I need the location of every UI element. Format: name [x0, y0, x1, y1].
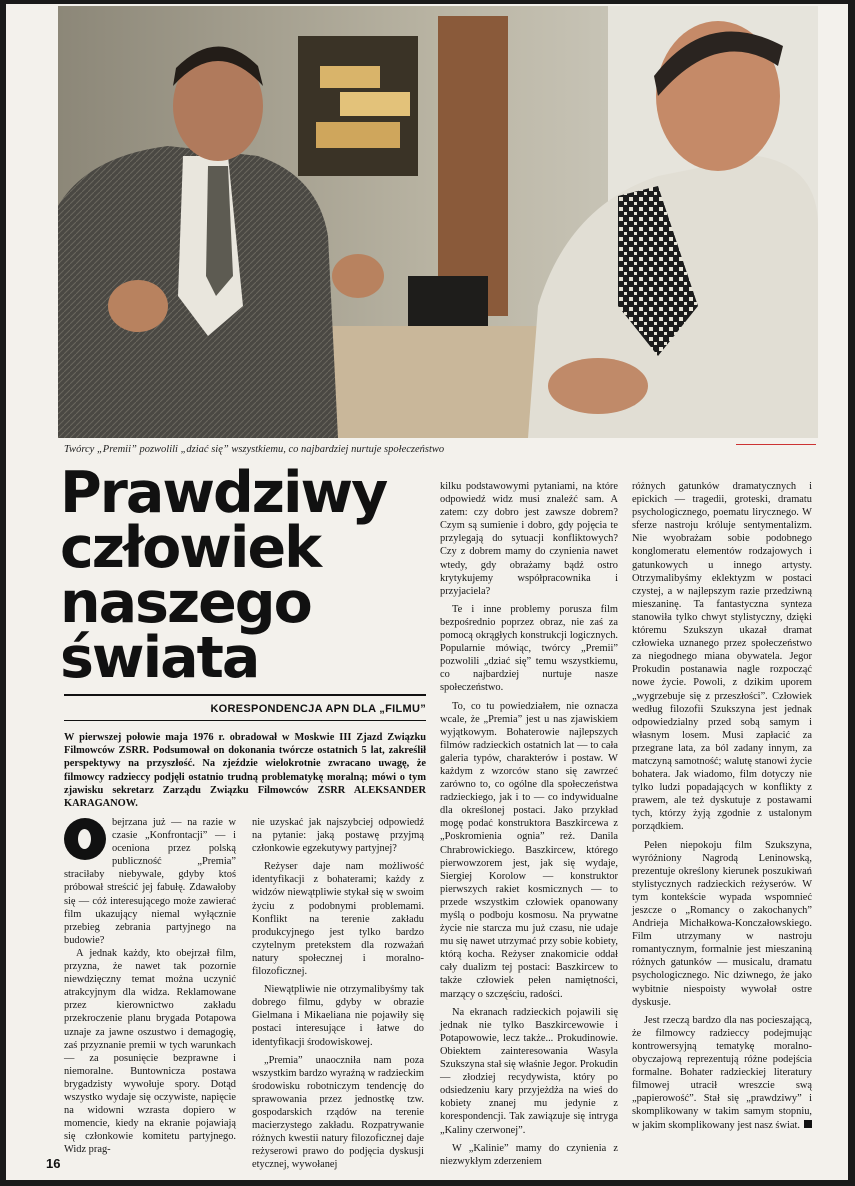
paragraph: Te i inne problemy porusza film bezpośrednio poprzez obraz, nie zaś za pomocą okrągłych konstrukcji logicznych. Popularnie mówiąc, twórcy „Premii” pozwolili „dziać się” temu wszystkiemu, co najbardziej nurtuje nasze społeczeństwo. — [440, 603, 618, 694]
magazine-page — [6, 4, 848, 1180]
paragraph: bejrzana już — na razie w czasie „Konfrontacji” — i oceniona przez polską publiczność „Premia” straciłaby niebywale, gdyby ktoś próbował streścić jej fabułę. Zdawałoby się — cóż interesującego może zawierać film ukazujący niemal wyłącznie przebieg zebrania partyjnego na budowie? — [64, 817, 236, 946]
dropcap-paragraph — [64, 816, 236, 947]
dropcap-letter — [64, 818, 106, 860]
paragraph: Niewątpliwie nie otrzymalibyśmy tak dobrego filmu, gdyby w obrazie Gielmana i Mikaeliana nie pojawiły się postaci interesujące i łatwe do identyfikacji środowiskowej. — [252, 984, 424, 1048]
text-column-2 — [252, 816, 424, 1171]
end-of-article-mark — [804, 1120, 812, 1128]
film-still-photo — [58, 6, 818, 438]
paragraph: A jednak każdy, kto obejrzał film, przyzna, że nawet tak pozornie niewdzięczny temat można uczynić atrakcyjnym dla widza. Reklamowane przez kierownictwo zakładu przekroczenie planu brygada Potapowa uznaje za jawne oszustwo i demagogię, zaś przyznanie premii w tych warunkach — za posunięcie bezprawne i niemoralne. Buntownicza postawa brygadzisty wywołuje spory. Dotąd wszystko wydaje się oczywiste, napięcie na widowni wzrasta dopiero w momencie, kiedy na ekranie pojawiają się członkowie komitetu partyjnego. Widz prag- — [64, 947, 236, 1156]
paragraph: Pełen niepokoju film Szukszyna, wyróżniony Nagrodą Leninowską, prezentuje określony kierunek poszukiwań stylistycznych radzieckich reżyserów. W tym kontekście wypada wspomnieć jeszcze o „Romancy o zakochanych” Andrieja Michałkowa-Konczałowskiego. Film utrzymany w nastroju romantycznym, formalnie jest mieszaniną różnych gatunków — musicalu, dramatu psychologicznego. Nic dziwnego, że jako wybitnie niespoisty wywołał ostre dyskusje. — [632, 839, 812, 1008]
closing-paragraph-text: Jest rzeczą bardzo dla nas pocieszającą, że filmowcy radzieccy podejmując kontrowersyjną tematykę moralno-obyczajową reprezentują różne podejścia formalne. Bohater radzieckiej literatury filmowej utracił wreszcie swą „papierowość”. Stał się „prawdziwy” i skomplikowany w takim samym stopniu, w jakim skomplikowany jest nasz świat. — [632, 1014, 812, 1131]
article-headline — [60, 460, 430, 691]
headline-line-2: człowiek — [60, 515, 321, 581]
text-column-1 — [64, 816, 236, 1156]
headline-line-4: świata — [60, 625, 259, 691]
paragraph: kilku podstawowymi pytaniami, na które odpowiedź widz musi znaleźć sam. A zatem: czy dobro jest zawsze dobrem? Czym są sumienie i dobro, gdy pojęcia te przylegają do sytuacji konfliktowych? Czy z dobrem mamy do czynienia nawet wtedy, gdy obrażamy bądź ostro krytykujemy współpracownika i przyjaciela? — [440, 481, 618, 597]
paragraph: Na ekranach radzieckich pojawili się jednak nie tylko Baszkircewowie i Potapowowie, lecz także... Prokudinowie. Obiektem zainteresowania Wasyla Szukszyna stał się właśnie Jegor. Prokudin — złodziej recydywista, który po odsiedzeniu kary przyjeżdża na wieś do kobiety znanej mu jedynie z korespondencji. Tak zawiązuje się intryga „Kaliny czerwonej”. — [440, 1006, 618, 1136]
kicker-rule-bottom — [64, 720, 426, 721]
article-lead: W pierwszej połowie maja 1976 r. obradował w Moskwie III Zjazd Związku Filmowców ZSRR. Podsumował on dokonania twórcze ostatnich 5 lat, zakreślił perspektywy na przyszłość. Na zjeździe wielokrotnie zwracano uwagę, że filmowcy radzieccy podjęli ostatnio trudną problematykę moralną; mówi o tym zjawisku sekretarz Zarządu Związku Filmowców ZSRR ALEKSANDER KARAGANOW. — [64, 732, 426, 810]
paragraph: „Premia” unaoczniła nam poza wszystkim bardzo wyraźną w radzieckim środowisku robotniczym tendencję do sprawowania przez jednostkę tzw. gospodarskich rządów na terenie macierzystego zakładu. Rozpatrywanie różnych kwestii natury filozoficznej daje reżyserowi prawo do podjęcia dyskusji etycznej, wywołanej — [252, 1054, 424, 1171]
paragraph: W „Kalinie” mamy do czynienia z niezwykłym zderzeniem — [440, 1142, 618, 1167]
paragraph — [632, 1014, 812, 1132]
headline-line-1: Prawdziwy — [60, 460, 387, 526]
paragraph: nie uzyskać jak najszybciej odpowiedź na pytanie: jaką postawę przyjmą członkowie egzekutywy partyjnej? — [252, 817, 424, 855]
kicker-rule-top — [64, 694, 426, 696]
page-number: 16 — [46, 1156, 61, 1171]
photo-caption: Twórcy „Premii” pozwolili „dziać się” wszystkiemu, co najbardziej nurtuje społeczeństwo — [64, 444, 445, 455]
caption-rule — [736, 444, 816, 445]
paragraph: To, co tu powiedziałem, nie oznacza wcale, że „Premia” jest u nas zjawiskiem wyjątkowym. Bohaterowie najlepszych filmów radzieckich ostatnich lat — to cała galeria typów, charakterów i postaw. W każdym z wzorców stano się zawrzeć zarówno to, co ogólne dla społeczeństwa radzieckiego, jak i to — co indywidualne dla określonej postaci. Jako przykład mogę podać konstruktora Baszkircewa z „Poskromienia ognia” reż. Danila Chrabrowickiego. Baszkircew, którego pierwowzorem jest, jak się wydaje, Siergiej Korolow — konstruktor pierwszych rakiet kosmicznych — to przede wszystkim człowiek opanowany myślą o podboju kosmosu. Na prywatne życie nie starcza mu już czasu, nie udaje mu się nawet utrzymać przy sobie kobiety, którą kocha. Reżyser znakomicie oddał cały dualizm tej postaci: Baszkircew to także człowiek pełen namiętności, marzący o szczęściu, radości. — [440, 700, 618, 1000]
text-column-3 — [440, 480, 618, 1168]
paragraph: Reżyser daje nam możliwość identyfikacji z bohaterami; każdy z widzów niewątpliwie stykał się w swoim życiu z podobnymi problemami. Konflikt na terenie zakładu produkcyjnego jest tylko bardzo czytelnym pretekstem dla rozważań natury społecznej i moralno-filozoficznej. — [252, 861, 424, 978]
headline-line-3: naszego — [60, 570, 311, 636]
text-column-4 — [632, 480, 812, 1132]
paragraph: różnych gatunków dramatycznych i epickich — tragedii, groteski, dramatu psychologicznego, poematu lirycznego. W sferze nastroju króluje sentymentalizm. Nie wyobrażam sobie podobnego konglomeratu elementów rodzajowych i gatunkowych u innego artysty. Otrzymalibyśmy eklektyzm w postaci czystej, a w najlepszym razie przedziwną mieszaninę. Ta fantastyczna synteza stanowiła tylko chwyt stylistyczny, dzięki któremu Szukszyn ukazał dramat człowieka uznanego przez społeczeństwo za niegodnego miana obywatela. Jegor Prokudin postanawia nagle rozpocząć nowe życie. Powoli, z dzikim uporem „wygrzebuje się z przeszłości”. Człowiek według filozofii Szukszyna jest jednak odpowiedzialny przed sobą samym i własnym losem. Musi zapłacić za przegrane lata, za ból zadany innym, za matczyną samotność; walutę stanowi życie bohatera. Jak wiadomo, film dotyczy nie tylko ludzi popadających w konflikty z prawem, ale też dyskutuje z postawami tych, którzy żyją zgodnie z ustalonym porządkiem. — [632, 481, 812, 833]
article-kicker: KORESPONDENCJA APN DLA „FILMU” — [210, 703, 426, 715]
film-still-illustration — [58, 6, 818, 438]
